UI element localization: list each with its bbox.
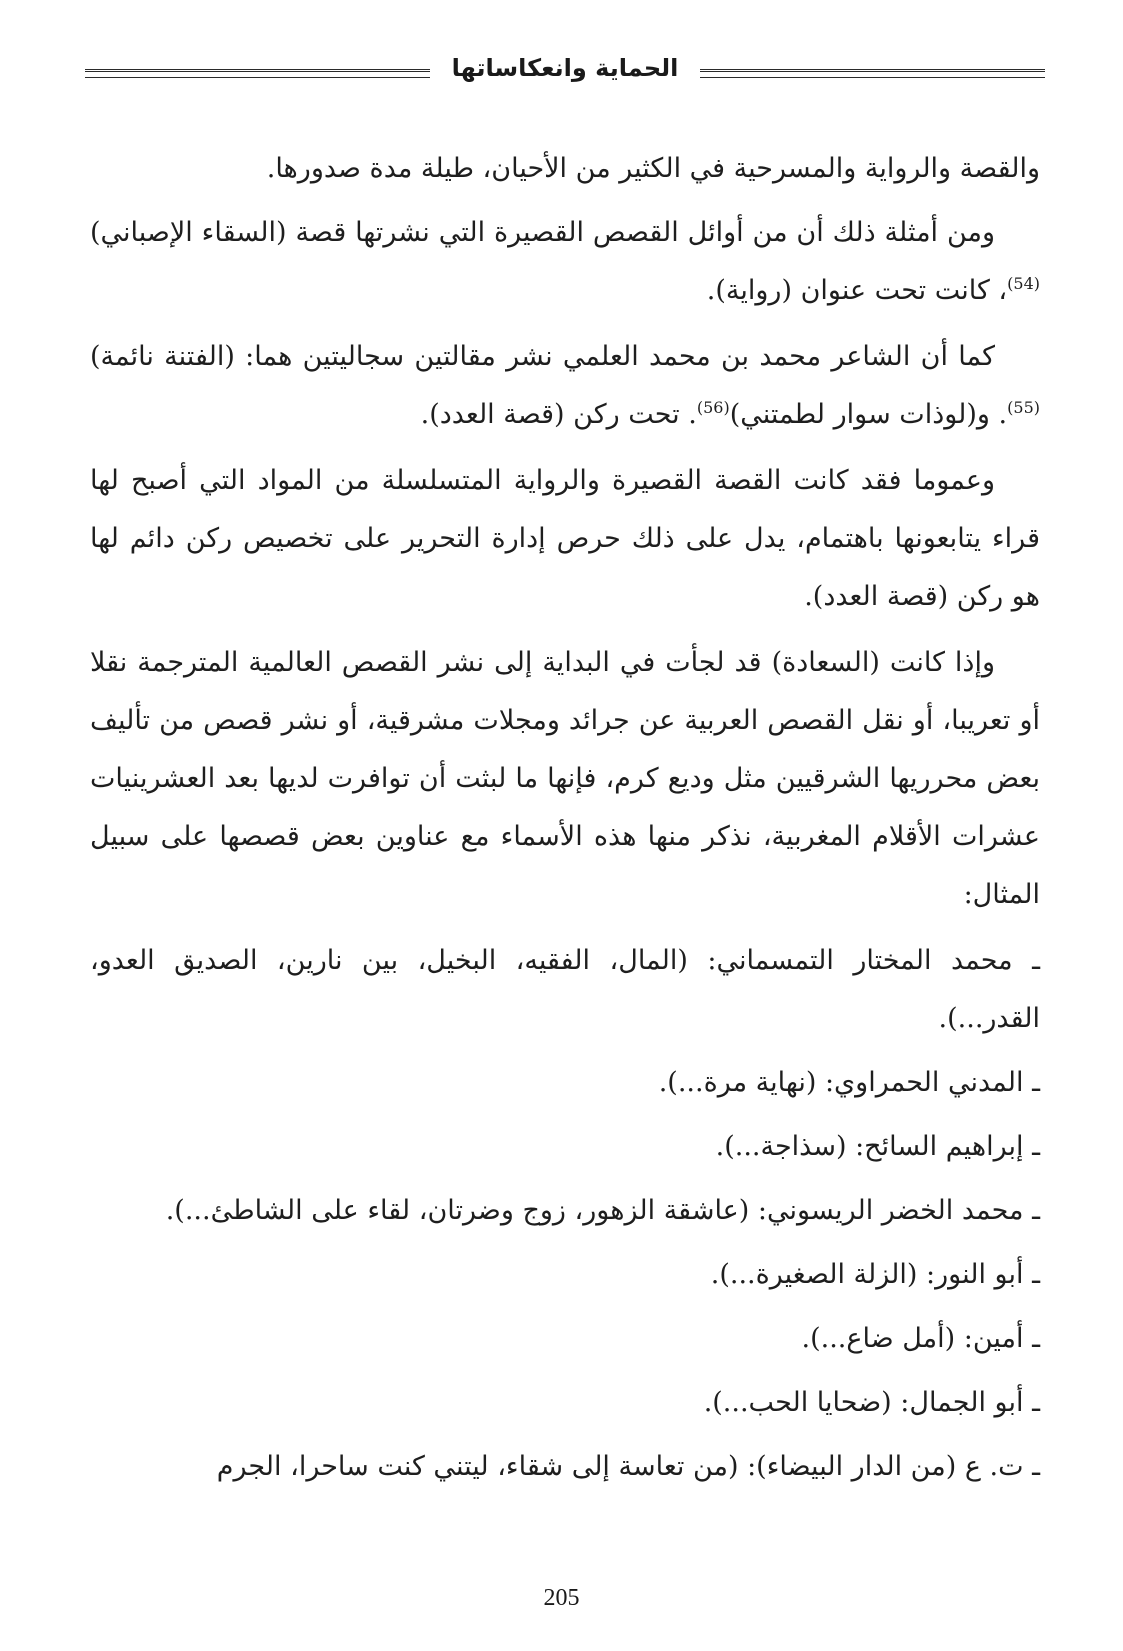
- footnote-ref-54: (54): [1007, 274, 1040, 293]
- list-item: ـ أمين: (أمل ضاع...).: [801, 1323, 1040, 1354]
- header-rule-left: [85, 69, 430, 78]
- paragraph-text: . و(لوذات سوار لطمتني): [729, 399, 1008, 430]
- paragraph-continuation: والقصة والرواية والمسرحية في الكثير من الأحيان، طيلة مدة صدورها.: [266, 153, 1040, 184]
- running-header: [85, 50, 1045, 100]
- paragraph-authors-intro: وإذا كانت (السعادة) قد لجأت في البداية إلى نشر القصص العالمية المترجمة نقلا أو تعريبا، أو نقل القصص العربية عن جرائد ومجلات مشرقية، أو نشر قصص من تأليف بعض محرريها الشرقيين مثل وديع كرم، فإنها ما لبثت أن توافرت لديها بعد العشرينيات عشرات الأقلام المغربية، نذكر منها هذه الأسماء مع عناوين بعض قصصها على سبيل المثال:: [90, 647, 1040, 910]
- paragraph-readers: وعموما فقد كانت القصة القصيرة والرواية المتسلسلة من المواد التي أصبح لها قراء يتابعونها باهتمام، يدل على ذلك حرص إدارة التحرير على تخصيص ركن دائم لها هو ركن (قصة العدد).: [90, 465, 1040, 612]
- header-rule-right: [700, 69, 1045, 78]
- list-item: ـ محمد المختار التمسماني: (المال، الفقيه، البخيل، بين نارين، الصديق العدو، القدر...).: [90, 945, 1040, 1034]
- paragraph-poet: [90, 328, 1040, 444]
- paragraph-text: . تحت ركن (قصة العدد).: [420, 399, 697, 430]
- page-number: 205: [543, 1585, 580, 1611]
- paragraph-text: كما أن الشاعر محمد بن محمد العلمي نشر مقالتين سجاليتين هما: (الفتنة نائمة): [90, 341, 995, 372]
- list-item: ـ أبو الجمال: (ضحايا الحب...).: [703, 1387, 1040, 1418]
- paragraph-examples: [90, 204, 1040, 320]
- list-item: ـ محمد الخضر الريسوني: (عاشقة الزهور، زوج وضرتان، لقاء على الشاطئ...).: [165, 1195, 1040, 1226]
- paragraph-text: ومن أمثلة ذلك أن من أوائل القصص القصيرة التي نشرتها قصة (السقاء الإصباني): [90, 217, 995, 248]
- list-item: ـ إبراهيم السائح: (سذاجة...).: [715, 1131, 1040, 1162]
- list-item: ـ ت. ع (من الدار البيضاء): (من تعاسة إلى شقاء، ليتني كنت ساحرا، الجرم: [216, 1451, 1040, 1482]
- list-item: ـ المدني الحمراوي: (نهاية مرة...).: [658, 1067, 1040, 1098]
- header-title: الحماية وانعكاساتها: [451, 54, 679, 82]
- footnote-ref-56: (56): [696, 398, 730, 417]
- authors-list: [90, 932, 1040, 1496]
- footnote-ref-55: (55): [1007, 398, 1040, 417]
- paragraph-text: ، كانت تحت عنوان (رواية).: [706, 275, 1008, 306]
- list-item: ـ أبو النور: (الزلة الصغيرة...).: [710, 1259, 1040, 1290]
- page-body: [90, 140, 1040, 1502]
